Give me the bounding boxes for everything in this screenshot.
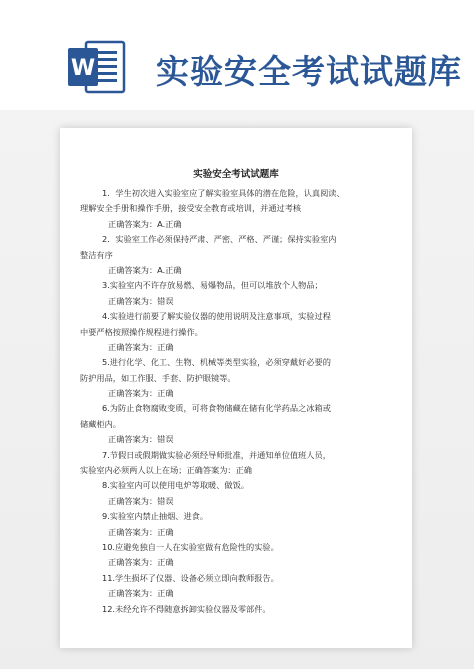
svg-text:W: W — [70, 56, 96, 81]
question-line: 实验室内必须两人以上在场；正确答案为：正确 — [80, 465, 252, 476]
answer-line: 正确答案为：正确 — [108, 588, 174, 599]
question-line: 9.实验室内禁止抽烟、进食。 — [102, 511, 209, 522]
question-line: 中要严格按照操作规程进行操作。 — [80, 326, 203, 337]
word-document-icon — [66, 38, 126, 96]
document-title: 实验安全考试试题库 — [193, 169, 279, 180]
question-line: 理解安全手册和操作手册，接受安全教育或培训，并通过考核 — [80, 203, 302, 214]
question-line: 5.进行化学、化工、生物、机械等类型实验，必须穿戴好必要的 — [102, 357, 331, 368]
answer-line: 正确答案为：A.正确 — [108, 264, 182, 275]
header-banner — [0, 0, 474, 110]
question-line: 12.未经允许不得随意拆卸实验仪器及零部件。 — [102, 603, 271, 614]
question-line: 储藏柜内。 — [80, 418, 121, 429]
question-line: 2．实验室工作必须保持严肃、严密、严格、严谨；保持实验室内 — [102, 234, 337, 245]
question-line: 整洁有序 — [80, 249, 113, 260]
answer-line: 正确答案为：正确 — [108, 557, 174, 568]
answer-line: 正确答案为：正确 — [108, 388, 174, 399]
document-body — [80, 186, 398, 617]
question-line: 8.实验室内可以使用电炉等取暖、做饭。 — [102, 480, 249, 491]
question-line: 10.应避免独自一人在实验室做有危险性的实验。 — [102, 541, 279, 552]
question-line: 11.学生损坏了仪器、设备必须立即向教师报告。 — [102, 572, 279, 583]
answer-line: 正确答案为：错误 — [108, 434, 174, 445]
question-line: 防护用品，如工作服、手套、防护眼镜等。 — [80, 372, 236, 383]
question-line: 4.实验进行前要了解实验仪器的使用说明及注意事项，实验过程 — [102, 311, 331, 322]
document-page — [60, 128, 412, 648]
answer-line: 正确答案为：错误 — [108, 295, 174, 306]
question-line: 3.实验室内不许存放易燃、易爆物品，但可以堆放个人物品； — [102, 280, 323, 291]
answer-line: 正确答案为：错误 — [108, 495, 174, 506]
answer-line: 正确答案为：正确 — [108, 341, 174, 352]
answer-line: 正确答案为：正确 — [108, 526, 174, 537]
answer-line: 正确答案为：A.正确 — [108, 218, 182, 229]
question-line: 7.节假日或假期做实验必须经导师批准，并通知单位值班人员， — [102, 449, 331, 460]
header-title: 实验安全考试试题库 — [156, 52, 462, 91]
question-line: 1．学生初次进入实验室应了解实验室具体的潜在危险，认真阅读、 — [102, 188, 345, 198]
question-line: 6.为防止食物腐败变质，可将食物储藏在储有化学药品之冰箱或 — [102, 403, 331, 414]
